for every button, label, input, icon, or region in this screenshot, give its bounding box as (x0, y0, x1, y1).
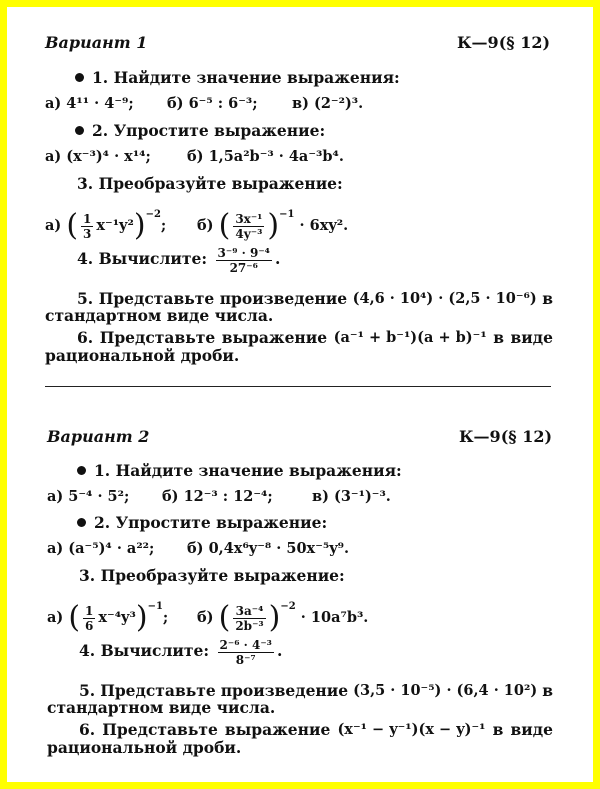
task-1c: в) (2⁻²)³. (292, 95, 364, 112)
task-3-label: 3. Преобразуйте выражение: (79, 566, 345, 585)
task-2a: а) (a⁻⁵)⁴ · a²²; (47, 540, 155, 557)
task-3b: б) ( $\frac{\text{3x⁻¹}}{\text{4y⁻³}}$ )$^{-1}$ · 6xy². (197, 208, 349, 243)
task-5-line2: стандартном виде числа. (45, 306, 274, 325)
bullet-icon (75, 73, 84, 82)
bullet-icon (75, 126, 84, 135)
task-3a: а) ( $\frac{1}{3}$ x⁻¹y²)$^{-2}$; (45, 208, 167, 243)
test-code: К—9(§ 12) (459, 427, 553, 446)
task-6-line1: 6. Представьте выражение (x⁻¹ − y⁻¹)(x − y)⁻¹ в виде (79, 720, 553, 739)
variant-title: Вариант 1 (45, 33, 148, 52)
task-6-line2: рациональной дроби. (45, 346, 240, 365)
task-1a: а) 4¹¹ · 4⁻⁹; (45, 95, 134, 112)
task-1b: б) 12⁻³ : 12⁻⁴; (162, 488, 273, 505)
task-1b: б) 6⁻⁵ : 6⁻³; (167, 95, 258, 112)
task-2-heading (77, 514, 327, 532)
fraction: $\frac{\text{2⁻⁶ · 4⁻³}}{\text{8⁻⁷}}$ (219, 637, 272, 667)
task-2-label: 2. Упростите выражение: (94, 513, 328, 532)
bullet-icon (77, 466, 86, 475)
task-1-label: 1. Найдите значение выражения: (92, 68, 400, 87)
task-5-line1: 5. Представьте произведение (3,5 · 10⁻⁵) · (6,4 · 10²) в (79, 681, 553, 700)
section-divider (45, 386, 551, 387)
task-6-line2: рациональной дроби. (47, 738, 242, 757)
fraction: $\frac{\text{3x⁻¹}}{\text{4y⁻³}}$ (235, 211, 263, 241)
task-4: 4. Вычислите: $\frac{\text{3⁻⁹ · 9⁻⁴}}{\text{27⁻⁶}}$ . (77, 245, 281, 275)
task-1a: а) 5⁻⁴ · 5²; (47, 488, 130, 505)
fraction: $\frac{\text{3⁻⁹ · 9⁻⁴}}{\text{27⁻⁶}}$ (217, 245, 270, 275)
task-2a: а) (x⁻³)⁴ · x¹⁴; (45, 148, 151, 165)
task-1-heading (75, 69, 400, 87)
task-2b: б) 1,5a²b⁻³ · 4a⁻³b⁴. (187, 148, 344, 165)
task-5-line1: 5. Представьте произведение (4,6 · 10⁴) · (2,5 · 10⁻⁶) в (77, 289, 553, 308)
task-1-heading (77, 462, 402, 480)
variant-title: Вариант 2 (47, 427, 150, 446)
fraction: $\frac{1}{3}$ (83, 211, 92, 241)
task-5-line2: стандартном виде числа. (47, 698, 276, 717)
bullet-icon (77, 518, 86, 527)
fraction: $\frac{\text{3a⁻⁴}}{\text{2b⁻³}}$ (235, 603, 264, 633)
worksheet-page (7, 7, 593, 782)
test-code: К—9(§ 12) (457, 33, 551, 52)
task-6-line1: 6. Представьте выражение (a⁻¹ + b⁻¹)(a + b)⁻¹ в виде (77, 328, 553, 347)
task-2b: б) 0,4x⁶y⁻⁸ · 50x⁻⁵y⁹. (187, 540, 350, 557)
task-2-label: 2. Упростите выражение: (92, 121, 326, 140)
task-4: 4. Вычислите: $\frac{\text{2⁻⁶ · 4⁻³}}{\text{8⁻⁷}}$ . (79, 637, 283, 667)
task-3a: а) ( $\frac{1}{6}$ x⁻⁴y³)$^{-1}$; (47, 600, 169, 635)
task-3b: б) ( $\frac{\text{3a⁻⁴}}{\text{2b⁻³}}$ )$^{-2}$ · 10a⁷b³. (197, 600, 369, 635)
task-2-heading (75, 122, 325, 140)
task-4-label: 4. Вычислите: (79, 641, 210, 660)
task-3-label: 3. Преобразуйте выражение: (77, 174, 343, 193)
task-4-label: 4. Вычислите: (77, 249, 208, 268)
task-1c: в) (3⁻¹)⁻³. (312, 488, 391, 505)
task-1-label: 1. Найдите значение выражения: (94, 461, 402, 480)
fraction: $\frac{1}{6}$ (85, 603, 94, 633)
